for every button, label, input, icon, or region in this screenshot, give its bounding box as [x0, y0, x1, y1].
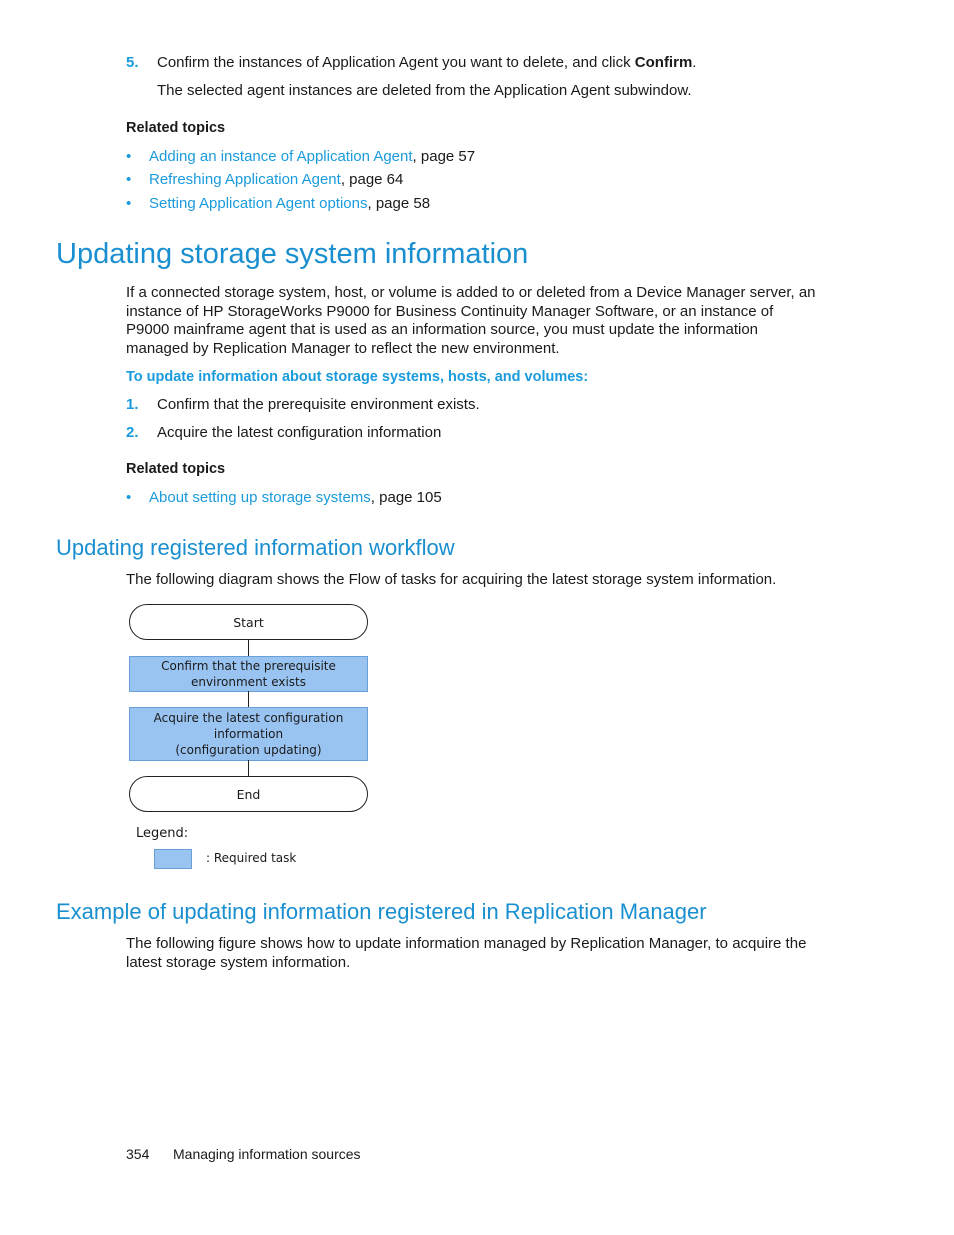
- step-text: Acquire the latest configuration information: [157, 424, 442, 441]
- bullet-icon: •: [126, 195, 132, 212]
- bullet-icon: •: [126, 148, 132, 165]
- step-text: [157, 54, 696, 71]
- end-terminal: End: [129, 776, 368, 812]
- section-intro: If a connected storage system, host, or volume is added to or deleted from a Device Manager server, an instance of HP StorageWorks P9000 for Business Continuity Manager Software, or an instance of P9000 mainframe agent that is used as an information source, you must update the information managed by Replication Manager to reflect the new environment.: [126, 284, 816, 357]
- legend-swatch: [154, 849, 192, 869]
- subsection-title: Example of updating information registered in Replication Manager: [56, 899, 707, 924]
- task-line: Acquire the latest configuration: [153, 711, 344, 725]
- step-text-part: Confirm the instances of Application Agent you want to delete, and click: [157, 54, 635, 71]
- page-ref: , page 57: [412, 148, 476, 165]
- step-number: 1.: [126, 396, 139, 413]
- step-text: Confirm that the prerequisite environment exists.: [157, 396, 480, 413]
- task-line: Confirm that the prerequisite: [161, 659, 336, 673]
- start-terminal: Start: [129, 604, 368, 640]
- related-link[interactable]: Refreshing Application Agent: [149, 171, 341, 188]
- subsection-title: Updating registered information workflow: [56, 535, 455, 560]
- chapter-title: Managing information sources: [173, 1146, 361, 1162]
- connector-line: [248, 640, 249, 656]
- step-result: The selected agent instances are deleted from the Application Agent subwindow.: [157, 82, 692, 99]
- bullet-icon: •: [126, 489, 132, 506]
- procedure-heading: To update information about storage systems, hosts, and volumes:: [126, 369, 589, 385]
- page-number: 354: [126, 1146, 150, 1162]
- page-ref: , page 64: [340, 171, 404, 188]
- list-item: [126, 489, 442, 506]
- legend-item: : Required task: [206, 851, 297, 865]
- confirm-term: Confirm: [634, 54, 693, 71]
- task-confirm-prerequisite: [129, 656, 368, 692]
- subsection-intro: The following figure shows how to update information managed by Replication Manager, to acquire the latest storage system information.: [126, 935, 807, 971]
- related-link[interactable]: About setting up storage systems: [149, 489, 371, 506]
- bullet-icon: •: [126, 171, 132, 188]
- page-ref: , page 105: [370, 489, 442, 506]
- related-topics-heading: Related topics: [126, 461, 226, 477]
- list-item: [126, 171, 403, 188]
- step-number: 5.: [126, 54, 139, 71]
- subsection-intro: The following diagram shows the Flow of tasks for acquiring the latest storage system information.: [126, 571, 777, 588]
- related-link[interactable]: Adding an instance of Application Agent: [149, 148, 413, 165]
- step-number: 2.: [126, 424, 139, 441]
- section-title: Updating storage system information: [56, 238, 529, 270]
- task-line: (configuration updating): [175, 743, 322, 757]
- page-ref: , page 58: [367, 195, 431, 212]
- list-item: [126, 195, 430, 212]
- related-link[interactable]: Setting Application Agent options: [149, 195, 368, 212]
- connector-line: [248, 691, 249, 707]
- task-acquire-configuration: [129, 707, 368, 761]
- task-line: information: [213, 727, 284, 741]
- step-text-end: .: [692, 54, 697, 71]
- legend-label: Legend:: [136, 826, 189, 841]
- connector-line: [248, 760, 249, 776]
- task-line: environment exists: [190, 675, 307, 689]
- list-item: [126, 148, 475, 165]
- related-topics-heading: Related topics: [126, 120, 226, 136]
